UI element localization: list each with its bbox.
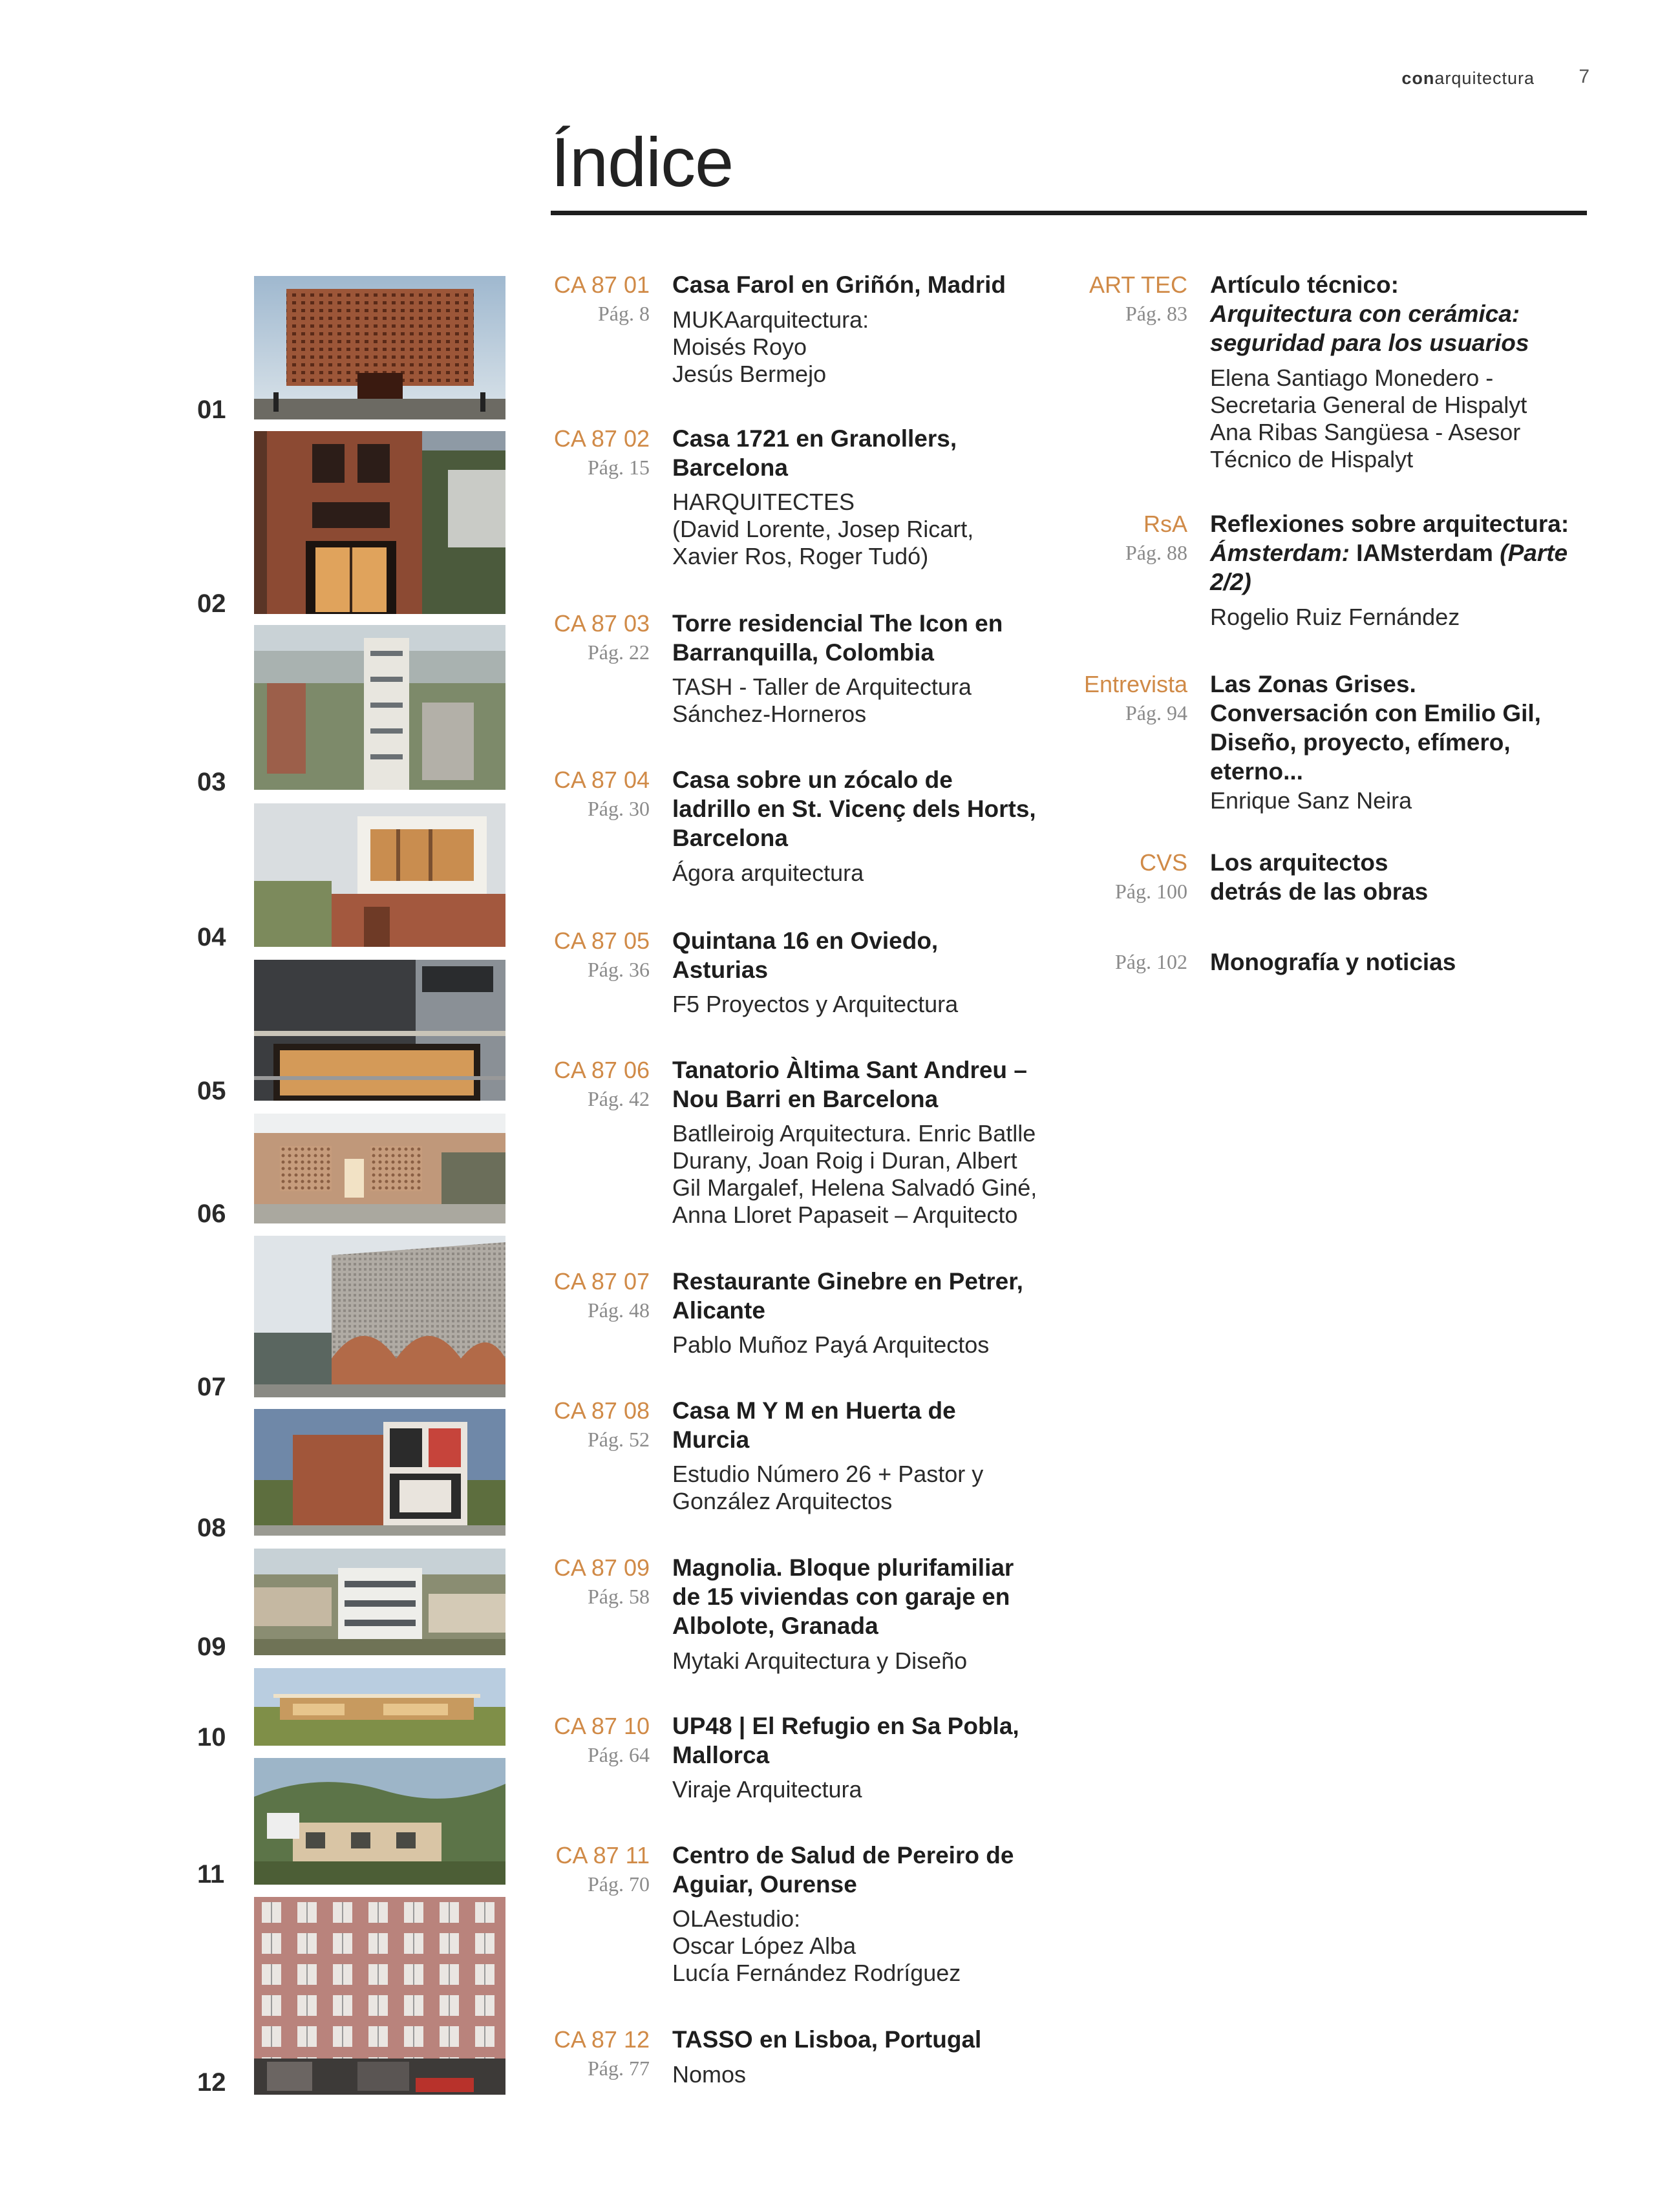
- entry-title-italic-b: (Parte 2/2): [1210, 540, 1568, 595]
- entry-page: Pág. 58: [588, 1585, 650, 1608]
- photo-tanatorio-altima: [254, 1114, 505, 1223]
- entry-code: Entrevista: [1084, 671, 1188, 697]
- photo-tasso-lisboa: [254, 1897, 505, 2095]
- entry-title: Casa Farol en Griñón, Madrid: [672, 271, 1006, 298]
- entry-authors: F5 Proyectos y Arquitectura: [672, 991, 959, 1017]
- toc-entry-09[interactable]: [546, 1553, 1014, 1682]
- toc-entry-rsa[interactable]: [1084, 509, 1569, 639]
- toc-entry-12[interactable]: [546, 2025, 986, 2096]
- entry-page: Pág. 52: [588, 1428, 650, 1451]
- toc-entry-10[interactable]: [546, 1711, 1019, 1815]
- toc-entry-03[interactable]: [546, 609, 1003, 738]
- entry-page: Pág. 100: [1115, 880, 1187, 903]
- toc-entry-05[interactable]: [546, 926, 986, 1030]
- section-number-08: 08: [197, 1514, 226, 1542]
- entry-page: Pág. 102: [1115, 950, 1187, 973]
- entry-title: Restaurante Ginebre en Petrer, Alicante: [672, 1268, 1023, 1324]
- entry-code: RsA: [1143, 511, 1187, 537]
- entry-title: [1210, 509, 1624, 597]
- entry-page: Pág. 36: [588, 958, 650, 981]
- entry-page: Pág. 83: [1125, 302, 1187, 325]
- entry-title: UP48 | El Refugio en Sa Pobla, Mallorca: [672, 1713, 1019, 1768]
- entry-authors: Pablo Muñoz Payá Arquitectos: [672, 1331, 990, 1358]
- entry-code: CA 87 08: [553, 1397, 650, 1424]
- thumbnail-08[interactable]: [254, 1409, 505, 1536]
- toc-entry-08[interactable]: [546, 1396, 986, 1525]
- photo-up48-el-refugio: [254, 1668, 505, 1746]
- entry-code: CVS: [1139, 849, 1187, 876]
- entry-code: CA 87 06: [553, 1057, 650, 1083]
- entry-title: Casa M Y M en Huerta de Murcia: [672, 1397, 956, 1453]
- entry-page: Pág. 77: [588, 2057, 650, 2080]
- entry-page: Pág. 42: [588, 1087, 650, 1110]
- toc-entry-art-tec[interactable]: [1084, 270, 1529, 477]
- thumbnail-11[interactable]: [254, 1758, 505, 1885]
- entry-title-plain-b: IAMsterdam: [1349, 540, 1500, 566]
- entry-title: Monografía y noticias: [1210, 949, 1456, 975]
- entry-authors: Estudio Número 26 + Pastor y González Arquitectos: [672, 1461, 984, 1514]
- page-title: Índice: [551, 123, 734, 201]
- section-number-11: 11: [197, 1860, 225, 1889]
- entry-code: CA 87 05: [553, 927, 650, 954]
- photo-quintana-16: [254, 960, 505, 1101]
- entry-title: Casa sobre un zócalo de ladrillo en St. Vicenç dels Horts, Barcelona: [672, 767, 1036, 851]
- entry-page: Pág. 64: [588, 1743, 650, 1766]
- section-number-12: 12: [197, 2068, 226, 2097]
- thumbnail-07[interactable]: [254, 1236, 505, 1397]
- entry-authors: Rogelio Ruiz Fernández: [1210, 604, 1460, 630]
- section-number-02: 02: [197, 589, 226, 618]
- toc-entry-entrevista[interactable]: [1084, 670, 1541, 814]
- photo-casa-myem: [254, 1409, 505, 1536]
- toc-entry-07[interactable]: [546, 1267, 1023, 1370]
- entry-code: CA 87 10: [553, 1713, 650, 1739]
- entry-title: Centro de Salud de Pereiro de Aguiar, Ourense: [672, 1842, 1014, 1898]
- entry-title: Tanatorio Àltima Sant Andreu – Nou Barri en Barcelona: [672, 1057, 1027, 1112]
- entry-title: Torre residencial The Icon en Barranquilla, Colombia: [672, 610, 1003, 666]
- section-number-04: 04: [197, 923, 226, 951]
- entry-page: Pág. 30: [588, 797, 650, 820]
- entry-authors: MUKAarquitectura: Moisés Royo Jesús Bermejo: [672, 306, 869, 387]
- brand-rest: arquitectura: [1434, 69, 1535, 88]
- entry-page: Pág. 22: [588, 640, 650, 664]
- toc-entry-01[interactable]: [546, 270, 1006, 399]
- thumbnail-03[interactable]: [254, 625, 505, 790]
- photo-magnolia: [254, 1549, 505, 1655]
- magazine-brand: [1401, 69, 1535, 89]
- thumbnail-05[interactable]: [254, 960, 505, 1101]
- entry-title: Casa 1721 en Granollers, Barcelona: [672, 425, 957, 481]
- photo-centro-salud-pereiro: [254, 1758, 505, 1885]
- toc-entry-04[interactable]: [546, 765, 1036, 894]
- section-number-01: 01: [197, 396, 226, 424]
- toc-entry-monografia[interactable]: [1084, 947, 1524, 980]
- toc-entry-cvs[interactable]: [1084, 848, 1524, 913]
- entry-title: TASSO en Lisboa, Portugal: [672, 2026, 982, 2053]
- entry-authors: Nomos: [672, 2061, 747, 2088]
- entry-code: CA 87 09: [553, 1554, 650, 1581]
- entry-authors: Ágora arquitectura: [672, 860, 864, 886]
- entry-authors: Mytaki Arquitectura y Diseño: [672, 1647, 968, 1674]
- toc-entry-11[interactable]: [546, 1841, 1014, 1996]
- entry-page: Pág. 70: [588, 1872, 650, 1896]
- page-number: 7: [1579, 66, 1590, 87]
- entry-code: CA 87 11: [555, 1842, 650, 1868]
- thumbnail-04[interactable]: [254, 803, 505, 947]
- section-number-03: 03: [197, 768, 226, 796]
- entry-authors: Viraje Arquitectura: [672, 1776, 862, 1803]
- thumbnail-02[interactable]: [254, 431, 505, 614]
- entry-title: Las Zonas Grises. Conversación con Emilio Gil, Diseño, proyecto, efímero, eterno...: [1210, 671, 1541, 785]
- brand-bold: con: [1401, 69, 1435, 88]
- toc-entry-06[interactable]: [546, 1055, 1037, 1243]
- entry-page: Pág. 15: [588, 456, 650, 479]
- entry-code: CA 87 02: [553, 425, 650, 452]
- section-number-10: 10: [197, 1723, 226, 1752]
- thumbnail-06[interactable]: [254, 1114, 505, 1223]
- entry-page: Pág. 94: [1125, 701, 1187, 725]
- photo-restaurante-ginebre: [254, 1236, 505, 1397]
- photo-the-icon-tower: [254, 625, 505, 790]
- title-rule: [551, 211, 1587, 215]
- toc-entry-02[interactable]: [546, 424, 986, 586]
- entry-authors: OLAestudio: Oscar López Alba Lucía Fernández Rodríguez: [672, 1905, 961, 1986]
- entry-title-italic: Arquitectura con cerámica: seguridad para los usuarios: [1210, 301, 1529, 356]
- entry-title: Quintana 16 en Oviedo, Asturias: [672, 927, 939, 983]
- entry-code: CA 87 01: [553, 271, 650, 298]
- entry-authors: Batlleiroig Arquitectura. Enric Batlle Durany, Joan Roig i Duran, Albert Gil Margalef, Helena Salvadó Giné, Anna Lloret Papaseit – Arquitecto: [672, 1120, 1037, 1228]
- entry-authors: Elena Santiago Monedero - Secretaria General de Hispalyt Ana Ribas Sangüesa - Asesor Técnico de Hispalyt: [1210, 365, 1527, 472]
- photo-casa-1721: [254, 431, 505, 614]
- section-number-09: 09: [197, 1633, 226, 1661]
- entry-code: CA 87 12: [553, 2026, 650, 2053]
- thumbnail-09[interactable]: [254, 1549, 505, 1655]
- entry-authors: Enrique Sanz Neira: [1210, 787, 1412, 814]
- entry-authors: TASH - Taller de Arquitectura Sánchez-Horneros: [672, 673, 972, 727]
- entry-code: ART TEC: [1089, 271, 1187, 298]
- entry-title: Los arquitectos detrás de las obras: [1210, 849, 1429, 905]
- entry-title: [1210, 270, 1624, 357]
- thumbnail-10[interactable]: [254, 1668, 505, 1746]
- photo-casa-farol: [254, 276, 505, 419]
- entry-page: Pág. 48: [588, 1298, 650, 1322]
- section-number-07: 07: [197, 1373, 226, 1401]
- section-number-05: 05: [197, 1077, 226, 1105]
- entry-code: CA 87 07: [553, 1268, 650, 1295]
- entry-title-plain: Reflexiones sobre arquitectura:: [1210, 511, 1569, 537]
- entry-title-italic-a: Ámsterdam:: [1210, 540, 1350, 566]
- entry-title: Magnolia. Bloque plurifamiliar de 15 viviendas con garaje en Albolote, Granada: [672, 1554, 1014, 1639]
- entry-page: Pág. 8: [598, 302, 650, 325]
- entry-title-plain: Artículo técnico:: [1210, 271, 1399, 298]
- entry-authors: HARQUITECTES (David Lorente, Josep Ricart, Xavier Ros, Roger Tudó): [672, 489, 974, 569]
- section-number-06: 06: [197, 1200, 226, 1228]
- entry-code: CA 87 04: [553, 767, 650, 793]
- thumbnail-12[interactable]: [254, 1897, 505, 2095]
- thumbnail-01[interactable]: [254, 276, 505, 419]
- entry-page: Pág. 88: [1125, 541, 1187, 564]
- entry-code: CA 87 03: [553, 610, 650, 637]
- photo-casa-zocalo: [254, 803, 505, 947]
